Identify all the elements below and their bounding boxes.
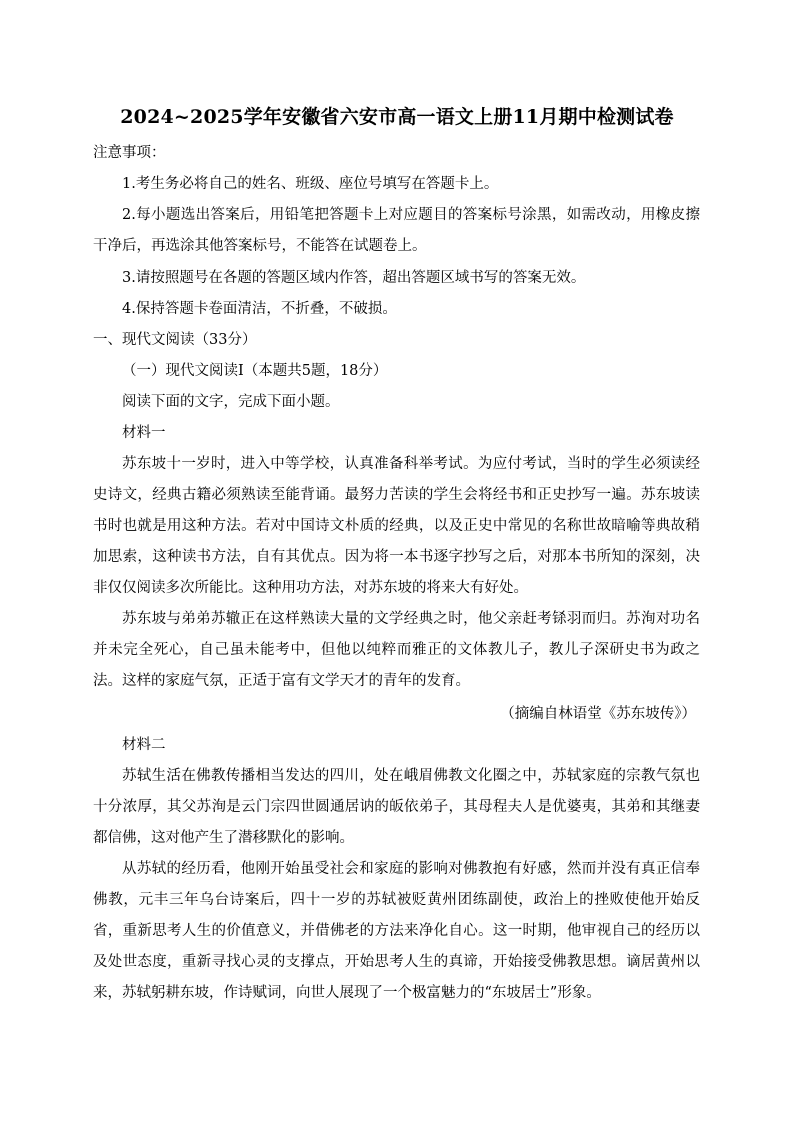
page-title: 2024~2025学年安徽省六安市高一语文上册11月期中检测试卷: [120, 106, 674, 128]
material1-label: 材料一: [122, 425, 166, 441]
material1-paragraph-2: 苏东坡与弟弟苏辙正在这样熟读大量的文学经典之时，他父亲赶考铩羽而归。苏洵对功名并未完全死心，自己虽未能考中，但他以纯粹而雅正的文体教儿子，教儿子深研史书为政之法。这样的家庭气氛，正适于富有文学天才的青年的发育。: [93, 611, 700, 689]
notice-item-3: 3.请按照题号在各题的答题区域内作答，超出答题区域书写的答案无效。: [122, 270, 586, 286]
material2-paragraph-2: 从苏轼的经历看，他刚开始虽受社会和家庭的影响对佛教抱有好感，然而并没有真正信奉佛教，元丰三年乌台诗案后，四十一岁的苏轼被贬黄州团练副使，政治上的挫败使他开始反省，重新思考人生的价值意义，并借佛老的方法来净化自心。这一时期，他审视自己的经历以及处世态度，重新寻找心灵的支撑点，开始思考人生的真谛，开始接受佛教思想。谪居黄州以来，苏轼躬耕东坡，作诗赋词，向世人展现了一个极富魅力的“东坡居士”形象。: [93, 861, 700, 1001]
notice-item-1: 1.考生务必将自己的姓名、班级、座位号填写在答题卡上。: [122, 176, 499, 192]
material2-paragraph-1: 苏轼生活在佛教传播相当发达的四川，处在峨眉佛教文化圈之中，苏轼家庭的宗教气氛也十分浓厚，其父苏洵是云门宗四世圆通居讷的皈依弟子，其母程夫人是优婆夷，其弟和其继妻都信佛，这对他产生了潜移默化的影响。: [93, 768, 700, 846]
notice-heading: 注意事项：: [93, 145, 166, 161]
material1-paragraph-1: 苏东坡十一岁时，进入中等学校，认真准备科举考试。为应付考试，当时的学生必须读经史诗文，经典古籍必须熟读至能背诵。最努力苦读的学生会将经书和正史抄写一遍。苏东坡读书时也就是用这种方法。若对中国诗文朴质的经典，以及正史中常见的名称世故暗喻等典故稍加思索，这种读书方法，自有其优点。因为将一本书逐字抄写之后，对那本书所知的深刻，决非仅仅阅读多次所能比。这种用功方法，对苏东坡的将来大有好处。: [93, 456, 700, 596]
subsection-heading: （一）现代文阅读Ⅰ（本题共5题，18分）: [122, 363, 388, 379]
notice-item-2: 2.每小题选出答案后，用铅笔把答题卡上对应题目的答案标号涂黑，如需改动，用橡皮擦干净后，再选涂其他答案标号，不能答在试题卷上。: [93, 207, 700, 254]
reading-instruction: 阅读下面的文字，完成下面小题。: [122, 394, 340, 410]
notice-item-4: 4.保持答题卡卷面清洁，不折叠，不破损。: [122, 301, 397, 317]
material1-source: （摘编自林语堂《苏东坡传》）: [500, 706, 696, 722]
section-heading: 一、现代文阅读（33分）: [93, 332, 257, 348]
material2-label: 材料二: [122, 737, 166, 753]
